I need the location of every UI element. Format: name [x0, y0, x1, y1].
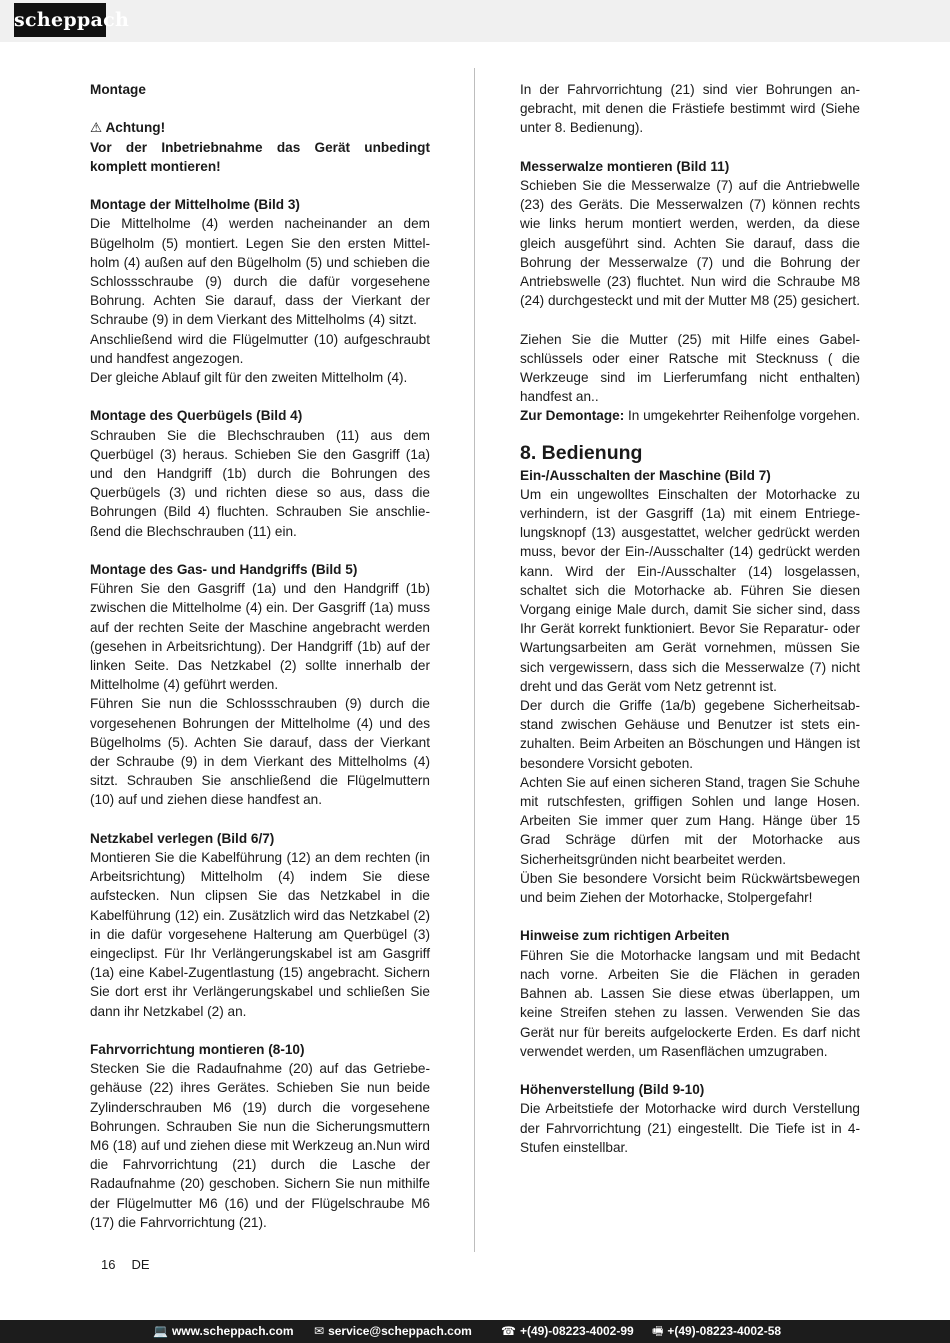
page-number: 16 [101, 1257, 116, 1272]
paragraph: Achten Sie auf einen sicheren Stand, tragen Sie Schuhe mit rutschfesten, griffigen Sohlen und lange Hosen. Arbeiten Sie immer quer zum Hang. Hänge über 15 Grad Schräge dürfen mit der Motorhacke aus Sicherheitsgründen nicht bearbeitet werden. [520, 774, 860, 867]
right-column [520, 80, 860, 1157]
demontage-text: In umgekehrter Reihenfolge vorgehen. [624, 408, 861, 424]
page-number-block [101, 1257, 166, 1272]
footer-web[interactable] [153, 1320, 294, 1343]
header-bar [0, 0, 950, 42]
section-title-bedienung: 8. Bedienung [520, 441, 643, 464]
left-column [90, 80, 430, 1232]
paragraph-demontage [520, 406, 860, 425]
scheppach-logo: scheppach [14, 3, 106, 37]
paragraph: Üben Sie besondere Vorsicht beim Rückwärtsbewegen und beim Ziehen der Motorhacke, Stolpergefahr! [520, 870, 860, 906]
paragraph: Führen Sie den Gasgriff (1a) und den Handgriff (1b) zwischen die Mittelholme (4) ein. Der Gasgriff (1a) muss auf der rechten Seite der Maschine angebracht werden (gesehen in Arbeitsrichtung). Der Handgriff (1b) auf der linken Seite. Das Netzkabel (2) sollte innerhalb der Mittelholme (4) geführt werden. [90, 581, 430, 693]
column-divider [474, 68, 475, 1252]
paragraph: Um ein ungewolltes Einschalten der Motorhacke zu verhindern, ist der Gasgriff (1a) mit einem Entriegelungsknopf (13) ausgestattet, welcher gedrückt werden muss, bevor der Ein-/Ausschalter (14) gedrückt werden kann. Wird der Ein-/Ausschalter (14) losgelassen, schaltet sich die Motorhacke ab. Führen Sie diesen Vorgang einige Male durch, damit Sie sicher sind, dass Ihr Gerät korrekt funktioniert. Bevor Sie Reparatur- oder Wartungsarbeiten am Gerät vornehmen, müssen Sie sich vergewissern, dass sich die Messerwalze (7) nicht dreht und das Gerät vom Netz getrennt ist. [520, 486, 860, 694]
footer-mail-text: service@scheppach.com [328, 1324, 472, 1338]
paragraph: Führen Sie nun die Schlossschrauben (9) durch die vorgesehenen Bohrungen der Mittelholme (4) und des Bügelholms (5). Achten Sie darauf, dass der Vierkant der Schraube (9) in dem Vierkant des Mittelholms (4) sitzt. Schrauben Sie anschließend die Flügelmuttern (10) auf und ziehen diese handfest an. [90, 696, 430, 808]
paragraph: In der Fahrvorrichtung (21) sind vier Bohrungen angebracht, mit denen die Frästiefe bestimmt wird (Siehe unter 8. Bedienung). [520, 82, 860, 136]
heading-querbuegel: Montage des Querbügels (Bild 4) [90, 408, 303, 424]
paragraph: Die Arbeitstiefe der Motorhacke wird durch Verstellung der Fahrvorrichtung (21) eingestellt. Die Tiefe ist in 4-Stufen einstellbar. [520, 1101, 860, 1155]
heading-fahrvorrichtung: Fahrvorrichtung montieren (8-10) [90, 1042, 305, 1058]
paragraph: Der gleiche Ablauf gilt für den zweiten Mittelholm (4). [90, 370, 408, 386]
footer-bar [0, 1320, 950, 1343]
paragraph: Die Mittelholme (4) werden nacheinander an dem Bügelholm (5) montiert. Legen Sie den ersten Mittelholm (4) außen auf den Bügelholm (5) und schieben die Schlossschraube (9) durch die dafür vorgesehene Bohrung. Achten Sie darauf, dass der Vierkant der Schraube (9) in dem Vierkant des Mittelholms (4) sitzt. [90, 216, 430, 328]
laptop-icon: 💻 [153, 1324, 168, 1338]
section-title-montage: Montage [90, 82, 146, 97]
heading-messerwalze: Messerwalze montieren (Bild 11) [520, 158, 730, 174]
heading-hinweise: Hinweise zum richtigen Arbeiten [520, 928, 730, 944]
heading-netzkabel: Netzkabel verlegen (Bild 6/7) [90, 830, 275, 846]
heading-hoehenverstellung: Höhenverstellung (Bild 9-10) [520, 1082, 705, 1098]
paragraph: Der durch die Griffe (1a/b) gegebene Sicherheitsabstand zwischen Gehäuse und Benutzer ist stets einzuhalten. Beim Arbeiten an Böschungen und Hängen ist besondere Vorsicht geboten. [520, 698, 860, 771]
footer-phone[interactable] [501, 1320, 634, 1343]
footer-mail[interactable] [314, 1320, 472, 1343]
warning-text: Vor der Inbetriebnahme das Gerät unbedingt komplett montieren! [90, 139, 430, 174]
heading-mittelholme: Montage der Mittelholme (Bild 3) [90, 197, 300, 213]
demontage-label: Zur Demontage: [520, 408, 625, 424]
heading-gas-handgriff: Montage des Gas- und Handgriffs (Bild 5) [90, 562, 358, 578]
paragraph: Montieren Sie die Kabelführung (12) an dem rechten (in Arbeitsrichtung) Mittelholm (4) indem Sie diese aufstecken. Nun clipsen Sie das Netzkabel in die Kabelführung (12) ein. Zusätzlich wird das Netzkabel (2) in die dafür vorgesehene Halterung am Querbügel (3) eingeclipst. Für Ihr Verlängerungskabel ist am Gasgriff (1a) eine Kabel-Zugentlastung (15) angebracht. Sichern Sie dort erst ihr Verlängerungskabel und schließen Sie dann ihr Netzkabel (2) an. [90, 850, 430, 1019]
mail-icon: ✉ [314, 1324, 325, 1338]
page-language: DE [131, 1257, 150, 1272]
paragraph: Schieben Sie die Messerwalze (7) auf die Antriebwelle (23) des Geräts. Die Messerwalzen (7) können rechts wie links herum montiert werden, werden, da diese gleich ausgeführt sind. Achten Sie darauf, dass die Bohrung der Messerwalze (7) und die Bohrung der Antriebswelle (23) fluchtet. Nun wird die Schraube M8 (24) durchgesteckt und mit der Mutter M8 (25) gesichert. [520, 178, 860, 309]
paragraph: Führen Sie die Motorhacke langsam und mit Bedacht nach vorne. Arbeiten Sie die Flächen in geraden Bahnen ab. Lassen Sie diese etwas überlappen, um keine Streifen stehen zu lassen. Verwenden Sie das Gerät nur für bereits aufgelockerte Erden. Es darf nicht verwendet werden, um Rasenflächen umzugraben. [520, 947, 860, 1059]
footer-web-text: www.scheppach.com [171, 1324, 294, 1338]
warning-heading: ⚠ Achtung! [90, 120, 166, 136]
paragraph: Ziehen Sie die Mutter (25) mit Hilfe eines Gabelschlüssels oder einer Ratsche mit Stecknuss ( die Werkzeuge sind im Lierferumfang nicht enthalten) handfest an.. [520, 331, 860, 405]
fax-icon: 🖷 [652, 1324, 664, 1338]
footer-fax [652, 1320, 781, 1343]
paragraph: Anschließend wird die Flügelmutter (10) aufgeschraubt und handfest angezogen. [90, 331, 430, 366]
footer-phone-text: +(49)-08223-4002-99 [519, 1324, 634, 1338]
footer-fax-text: +(49)-08223-4002-58 [667, 1324, 782, 1338]
heading-ein-ausschalten: Ein-/Ausschalten der Maschine (Bild 7) [520, 467, 771, 483]
paragraph: Stecken Sie die Radaufnahme (20) auf das Getriebegehäuse (22) ihres Gerätes. Schieben Sie nun beide Zylinderschrauben M6 (19) durch die vorgesehene Bohrungen. Schrauben Sie nun die Sicherungsmuttern M6 (18) auf und ziehen diese mit Werkzeug an.Nun wird die Fahrvorrichtung (21) durch die Lasche der Radaufnahme (20) geschoben. Sichern Sie nun mithilfe der Flügelmutter M6 (16) und der Flügelschraube M6 (17) die Fahrvorrichtung (21). [90, 1061, 430, 1230]
phone-icon: ☎ [501, 1324, 516, 1338]
paragraph: Schrauben Sie die Blechschrauben (11) aus dem Querbügel (3) heraus. Schieben Sie den Gasgriff (1a) und den Handgriff (1b) durch die Bohrungen des Querbügels (3) und richten diese so aus, dass die Bohrungen (Bild 4) fluchten. Schrauben Sie anschließend die Blechschrauben (11) ein. [90, 427, 430, 539]
